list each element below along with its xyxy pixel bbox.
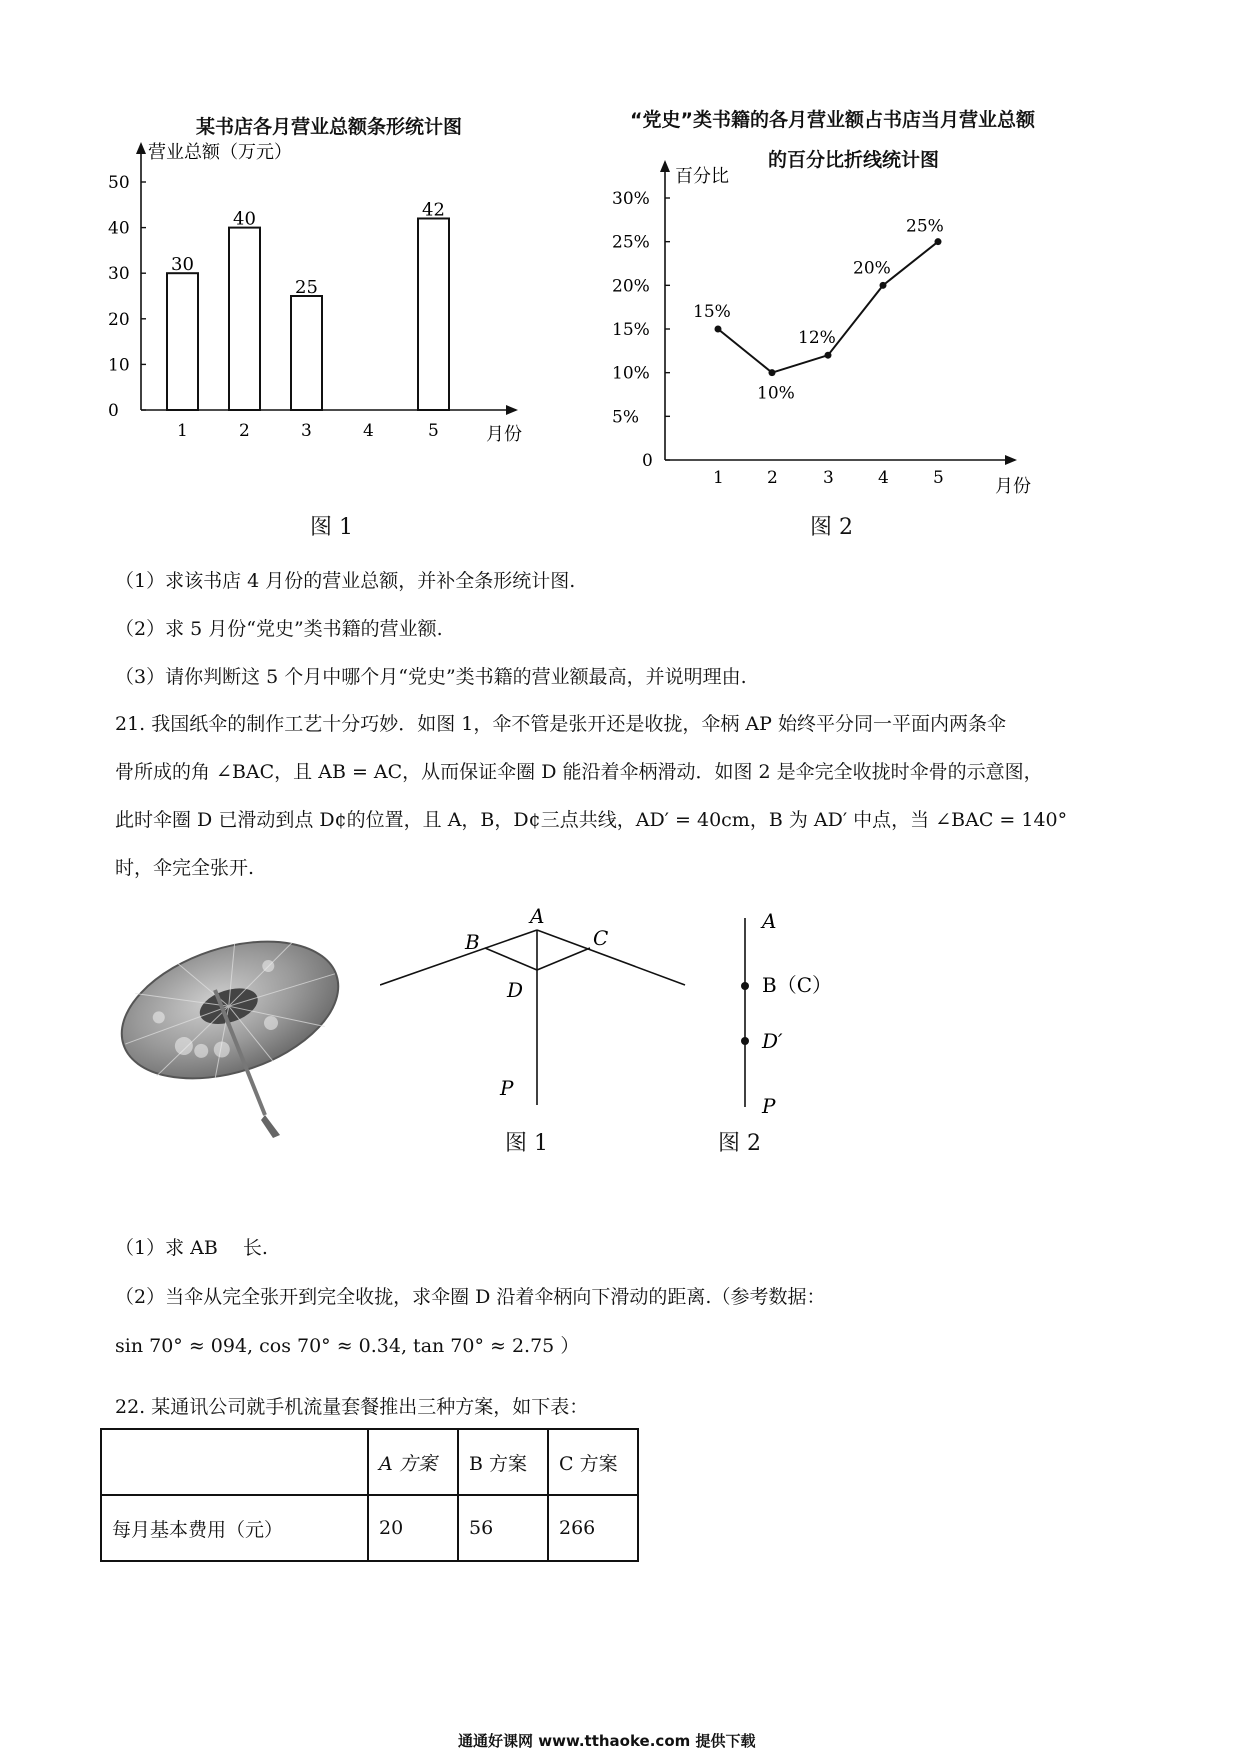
y-tick-label: 30% — [612, 189, 650, 209]
table-cell — [101, 1429, 368, 1495]
question-20-3: （3）请你判断这 5 个月中哪个月“党史”类书籍的营业额最高，并说明理由. — [115, 666, 747, 688]
point-data-label: 10% — [757, 383, 795, 404]
bar-chart — [96, 140, 606, 520]
problem-21-line-4: 时，伞完全张开. — [115, 857, 255, 879]
question-20-2: （2）求 5 月份“党史”类书籍的营业额. — [115, 618, 443, 640]
table-cell: 56 — [458, 1495, 548, 1561]
problem-21-line-3: 此时伞圈 D 已滑动到点 D¢的位置，且 A，B，D¢三点共线，AD′ = 40cm，B 为 AD′ 中点，当 ∠BAC = 140° — [115, 809, 1068, 831]
umbrella-figure-2-caption: 图 2 — [718, 1131, 761, 1156]
y-tick-label: 0 — [108, 401, 119, 421]
page-footer: 通通好课网 www.tthaoke.com 提供下载 — [458, 1732, 756, 1750]
data-point — [825, 352, 832, 359]
bar-data-label: 25 — [295, 277, 318, 298]
bar-data-label: 40 — [233, 208, 256, 230]
x-tick-label: 2 — [767, 468, 778, 488]
line-chart-title-2: 的百分比折线统计图 — [768, 149, 940, 171]
data-point — [880, 282, 887, 289]
y-axis-arrow-icon — [136, 142, 146, 154]
table-header-a: A 方案 — [368, 1429, 458, 1495]
x-tick-label: 1 — [177, 421, 188, 441]
y-tick-label: 5% — [612, 407, 639, 428]
x-axis-label: 月份 — [995, 476, 1031, 497]
y-tick-label: 15% — [612, 320, 650, 340]
x-tick-label: 4 — [878, 468, 889, 488]
question-21-1: （1）求 AB 长. — [115, 1237, 268, 1259]
bar — [291, 296, 322, 410]
y-tick-label: 0 — [642, 451, 653, 471]
x-tick-label: 3 — [823, 468, 834, 488]
bar-data-label: 30 — [171, 254, 194, 276]
plan-table — [100, 1428, 639, 1562]
point-data-label: 20% — [853, 258, 891, 279]
point-data-label: 25% — [906, 216, 944, 237]
y-axis-label: 百分比 — [675, 166, 729, 187]
y-tick-label: 20% — [612, 276, 650, 297]
table-cell: 20 — [368, 1495, 458, 1561]
problem-21-line-1: 21. 我国纸伞的制作工艺十分巧妙．如图 1，伞不管是张开还是收拢，伞柄 AP 始终平分同一平面内两条伞 — [115, 713, 1006, 735]
line-chart-title-1: “党史”类书籍的各月营业额占书店当月营业总额 — [630, 109, 1035, 131]
question-21-2: （2）当伞从完全张开到完全收拢，求伞圈 D 沿着伞柄向下滑动的距离.（参考数据： — [115, 1286, 826, 1308]
y-axis-label: 营业总额（万元） — [148, 142, 292, 163]
question-20-1: （1）求该书店 4 月份的营业总额，并补全条形统计图. — [115, 570, 576, 592]
fig1-label-b: B — [465, 930, 480, 954]
point-data-label: 12% — [798, 328, 836, 349]
data-point — [715, 326, 722, 333]
x-tick-label: 3 — [301, 421, 312, 441]
data-point — [935, 238, 942, 245]
bar — [229, 228, 260, 410]
figure-2-diagram — [730, 910, 880, 1130]
fig1-label-d: D — [507, 978, 524, 1002]
fig2-label-a: A — [762, 910, 777, 933]
umbrella-illustration — [115, 920, 365, 1150]
y-tick-label: 10% — [612, 363, 650, 384]
fig2-label-bc: B（C） — [762, 973, 832, 997]
x-axis-label: 月份 — [486, 424, 522, 445]
fig1-label-p: P — [500, 1076, 514, 1100]
problem-22-intro: 22. 某通讯公司就手机流量套餐推出三种方案，如下表： — [115, 1396, 589, 1418]
point-data-label: 15% — [693, 302, 731, 322]
bar-chart-title: 某书店各月营业总额条形统计图 — [196, 116, 463, 138]
data-point — [769, 369, 776, 376]
y-tick-label: 20 — [108, 309, 130, 330]
figure-2-caption: 图 2 — [810, 515, 853, 540]
x-axis-arrow-icon — [1005, 455, 1017, 465]
table-header-b: B 方案 — [458, 1429, 548, 1495]
y-axis-arrow-icon — [660, 160, 670, 172]
y-tick-label: 10 — [108, 355, 130, 376]
problem-21-line-2: 骨所成的角 ∠BAC，且 AB = AC，从而保证伞圈 D 能沿着伞柄滑动．如图 2 是伞完全收拢时伞骨的示意图， — [115, 761, 1043, 783]
fig2-label-p: P — [762, 1094, 776, 1118]
line-chart — [600, 160, 1080, 510]
bar — [167, 273, 198, 410]
y-tick-label: 25% — [612, 232, 650, 253]
x-tick-label: 5 — [428, 421, 439, 441]
y-tick-label: 30 — [108, 264, 130, 285]
x-tick-label: 1 — [713, 468, 724, 488]
x-tick-label: 2 — [239, 421, 250, 441]
fig1-label-a: A — [530, 905, 545, 928]
umbrella-figure-1-caption: 图 1 — [505, 1131, 548, 1156]
figure-1-caption: 图 1 — [310, 515, 353, 540]
bar — [418, 218, 449, 410]
x-tick-label: 5 — [933, 468, 944, 488]
question-21-3: sin 70° ≈ 094, cos 70° ≈ 0.34, tan 70° ≈ 2.75 ） — [115, 1335, 580, 1357]
fig2-label-d: D′ — [762, 1029, 783, 1053]
table-cell: 266 — [548, 1495, 638, 1561]
table-header-row — [101, 1429, 638, 1495]
problem-21-text — [115, 700, 1067, 892]
y-tick-label: 50 — [108, 173, 130, 193]
x-axis-arrow-icon — [506, 405, 518, 415]
table-header-c: C 方案 — [548, 1429, 638, 1495]
x-tick-label: 4 — [363, 421, 374, 441]
table-cell: 每月基本费用（元） — [101, 1495, 368, 1561]
fig1-label-c: C — [593, 926, 609, 950]
y-tick-label: 40 — [108, 218, 130, 239]
table-row — [101, 1495, 638, 1561]
figure-1-diagram — [380, 905, 700, 1135]
bar-data-label: 42 — [422, 199, 445, 221]
